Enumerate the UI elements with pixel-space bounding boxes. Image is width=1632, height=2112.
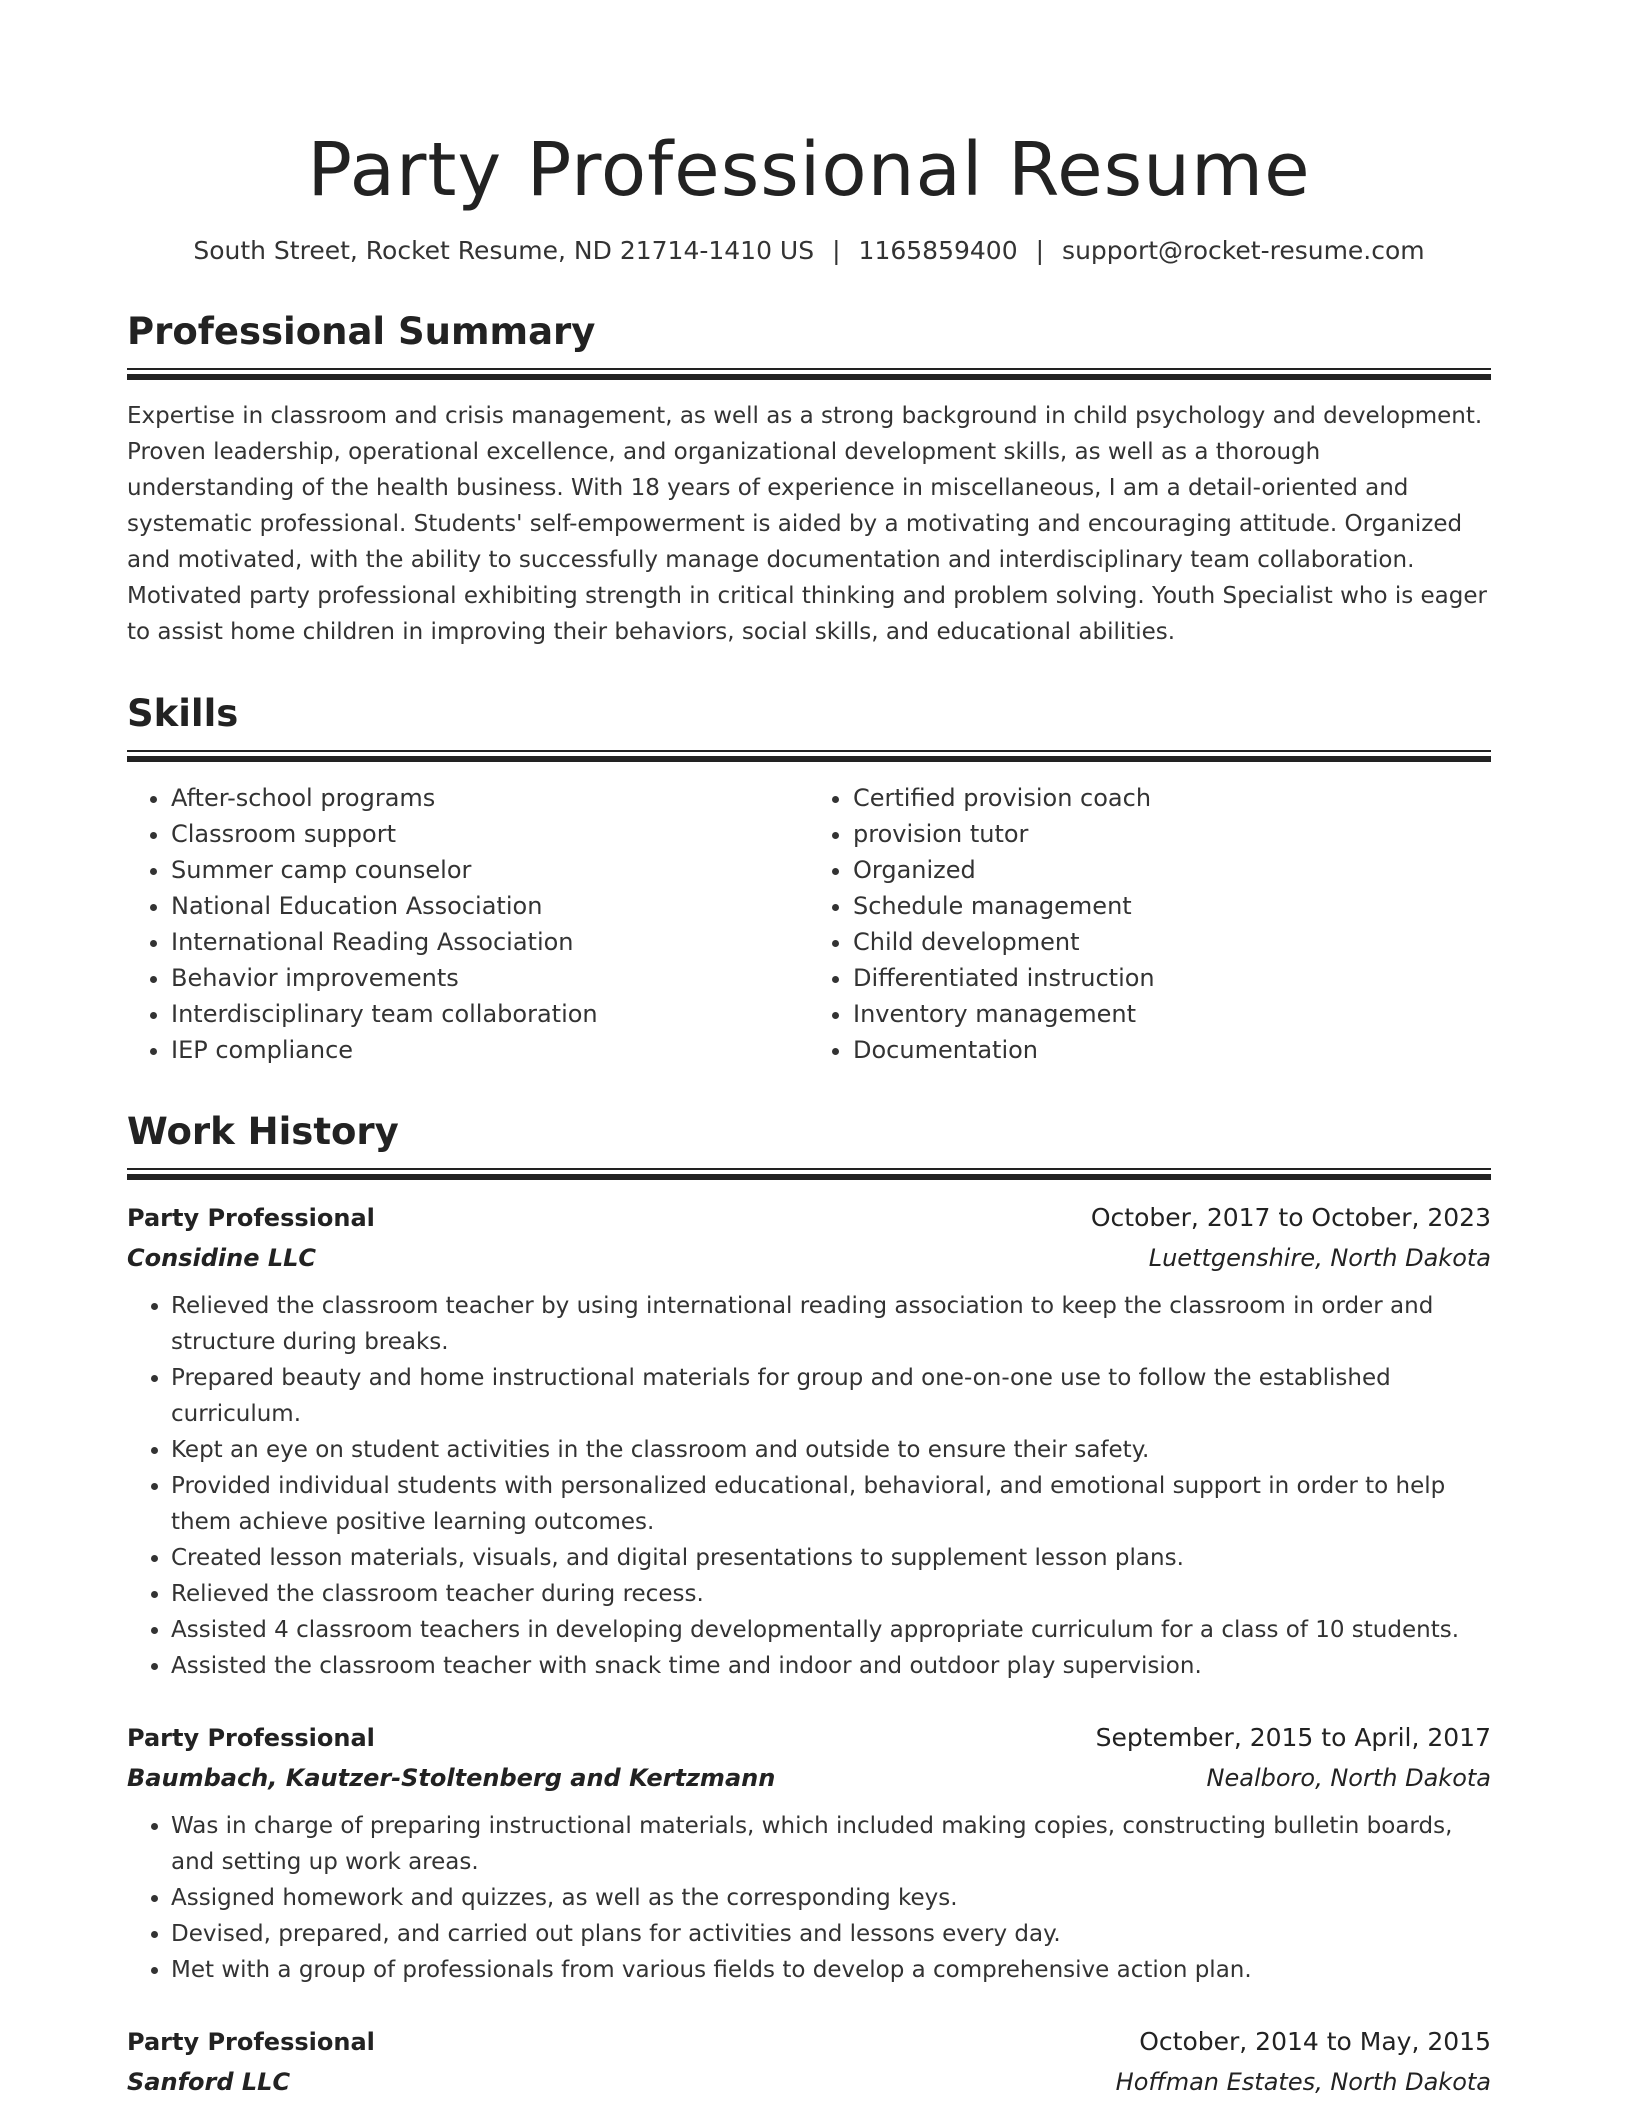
job-employer: Considine LLC <box>127 1244 317 1272</box>
job-employer-row <box>127 2062 1491 2102</box>
skill-item: • National Education Association <box>171 888 809 924</box>
job-duty: • Prepared beauty and home instructional materials for group and one-on-one use to follow the established curriculum. <box>171 1360 1491 1432</box>
job-header-row <box>127 1718 1491 1758</box>
job-title: Party Professional <box>127 2028 375 2056</box>
job-duty: • Was in charge of preparing instructional materials, which included making copies, constructing bulletin boards, and setting up work areas. <box>171 1808 1491 1880</box>
job-entry <box>127 1718 1491 1988</box>
job-duty: • Assigned homework and quizzes, as well as the corresponding keys. <box>171 1880 1491 1916</box>
job-location: Hoffman Estates, North Dakota <box>1115 2068 1491 2096</box>
skills-section-header <box>127 692 1491 762</box>
job-employer-row <box>127 1758 1491 1798</box>
skill-item: • Classroom support <box>171 816 809 852</box>
work-heading: Work History <box>127 1110 399 1153</box>
job-entry <box>127 2022 1491 2102</box>
resume-page <box>127 120 1491 2102</box>
contact-separator: | <box>1035 236 1045 265</box>
skill-item: • Child development <box>853 924 1491 960</box>
skill-item: • Interdisciplinary team collaboration <box>171 996 809 1032</box>
job-dates: September, 2015 to April, 2017 <box>1095 1723 1491 1752</box>
skills-column-left <box>127 780 809 1068</box>
skill-item: • Organized <box>853 852 1491 888</box>
job-title: Party Professional <box>127 1204 375 1232</box>
job-dates: October, 2014 to May, 2015 <box>1139 2027 1491 2056</box>
job-header-row <box>127 1198 1491 1238</box>
job-duty: • Provided individual students with personalized educational, behavioral, and emotional support in order to help them achieve positive learning outcomes. <box>171 1468 1491 1540</box>
skills-list <box>127 780 1491 1068</box>
job-employer: Sanford LLC <box>127 2068 291 2096</box>
contact-phone: 1165859400 <box>858 236 1018 265</box>
job-employer: Baumbach, Kautzer-Stoltenberg and Kertzmann <box>127 1764 776 1792</box>
job-duty: • Assisted 4 classroom teachers in developing developmentally appropriate curriculum for a class of 10 students. <box>171 1612 1491 1648</box>
contact-email: support@rocket-resume.com <box>1062 236 1425 265</box>
skill-item: • IEP compliance <box>171 1032 809 1068</box>
job-title: Party Professional <box>127 1724 375 1752</box>
summary-section-header <box>127 310 1491 380</box>
section-divider <box>127 750 1491 762</box>
job-header-row <box>127 2022 1491 2062</box>
work-section-header <box>127 1110 1491 1180</box>
skill-item: • Schedule management <box>853 888 1491 924</box>
job-duties-list <box>127 1288 1491 1684</box>
skills-heading: Skills <box>127 692 239 735</box>
skill-item: • provision tutor <box>853 816 1491 852</box>
skill-item: • Documentation <box>853 1032 1491 1068</box>
job-duties-list <box>127 1808 1491 1988</box>
contact-separator: | <box>832 236 841 265</box>
job-duty: • Relieved the classroom teacher during recess. <box>171 1576 1491 1612</box>
skill-item: • International Reading Association <box>171 924 809 960</box>
job-duty: • Assisted the classroom teacher with snack time and indoor and outdoor play supervision. <box>171 1648 1491 1684</box>
job-dates: October, 2017 to October, 2023 <box>1090 1203 1491 1232</box>
resume-title: Party Professional Resume <box>307 127 1311 213</box>
skill-item: • Summer camp counselor <box>171 852 809 888</box>
skill-item: • Behavior improvements <box>171 960 809 996</box>
skills-column-right <box>809 780 1491 1068</box>
skill-item: • Differentiated instruction <box>853 960 1491 996</box>
job-duty: • Relieved the classroom teacher by using international reading association to keep the classroom in order and structure during breaks. <box>171 1288 1491 1360</box>
summary-text: Expertise in classroom and crisis management, as well as a strong background in child psychology and development. Proven leadership, operational excellence, and organizational development skills, as well as a thorough understanding of the health business. With 18 years of experience in miscellaneous, I am a detail-oriented and systematic professional. Students' self-empowerment is aided by a motivating and encouraging attitude. Organized and motivated, with the ability to successfully manage documentation and interdisciplinary team collaboration. Motivated party professional exhibiting strength in critical thinking and problem solving. Youth Specialist who is eager to assist home children in improving their behaviors, social skills, and educational abilities. <box>127 403 1487 645</box>
section-divider <box>127 1168 1491 1180</box>
skill-item: • After-school programs <box>171 780 809 816</box>
skill-item: • Certified provision coach <box>853 780 1491 816</box>
section-divider <box>127 368 1491 380</box>
job-location: Luettgenshire, North Dakota <box>1148 1244 1491 1272</box>
summary-heading: Professional Summary <box>127 310 596 353</box>
job-entry <box>127 1198 1491 1684</box>
skill-item: • Inventory management <box>853 996 1491 1032</box>
job-employer-row <box>127 1238 1491 1278</box>
job-duty: • Created lesson materials, visuals, and digital presentations to supplement lesson plans. <box>171 1540 1491 1576</box>
contact-address: South Street, Rocket Resume, ND 21714-1410 US <box>193 236 815 265</box>
job-duty: • Kept an eye on student activities in the classroom and outside to ensure their safety. <box>171 1432 1491 1468</box>
job-location: Nealboro, North Dakota <box>1206 1764 1491 1792</box>
job-duty: • Devised, prepared, and carried out plans for activities and lessons every day. <box>171 1916 1491 1952</box>
contact-line <box>127 234 1491 268</box>
job-duty: • Met with a group of professionals from various fields to develop a comprehensive action plan. <box>171 1952 1491 1988</box>
